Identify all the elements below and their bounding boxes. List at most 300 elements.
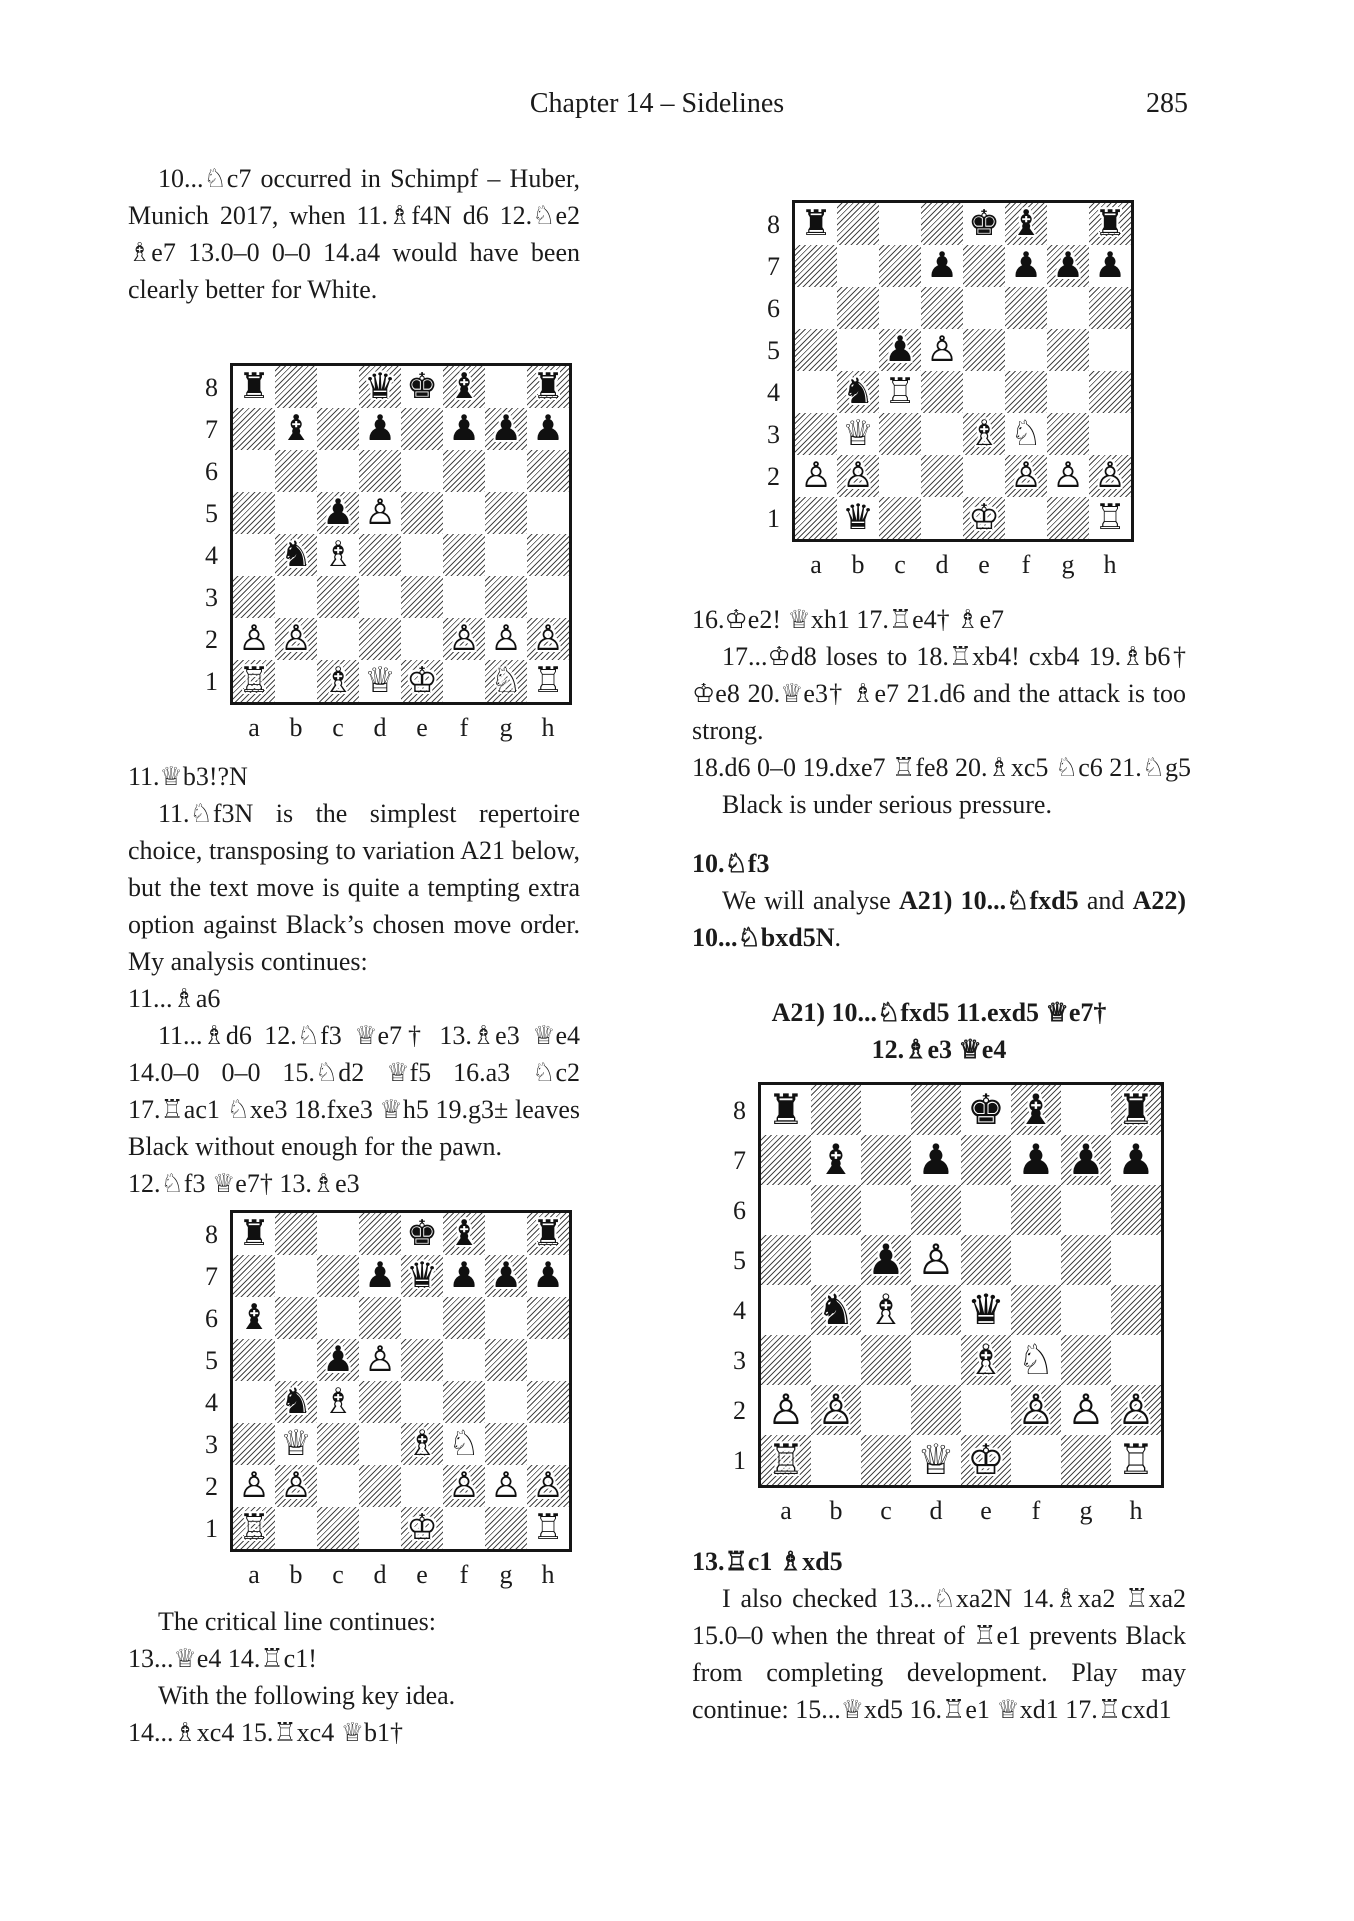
board-square xyxy=(879,329,921,371)
white-piece: ♖ xyxy=(1094,497,1126,539)
black-piece: ♟ xyxy=(532,1255,564,1297)
white-piece: ♔ xyxy=(968,497,1000,539)
white-piece: ♗ xyxy=(967,1335,1005,1384)
black-piece: ♛ xyxy=(406,1255,438,1297)
board-square xyxy=(1011,1335,1061,1385)
board-square xyxy=(1005,287,1047,329)
board-square xyxy=(317,618,359,660)
chess-diagram-2 xyxy=(196,1210,580,1593)
white-piece: ♙ xyxy=(364,1339,396,1381)
board-square xyxy=(1061,1085,1111,1135)
black-piece: ♜ xyxy=(532,366,564,408)
board-with-rank-labels xyxy=(196,1210,580,1552)
board-square xyxy=(811,1185,861,1235)
white-piece: ♗ xyxy=(867,1285,905,1334)
board-square xyxy=(401,576,443,618)
move-line-16Ke2: 16.♔e2! ♕xh1 17.♖e4† ♗e7 xyxy=(692,605,1005,634)
board-with-rank-labels xyxy=(196,363,580,705)
board-with-rank-labels xyxy=(758,200,1186,542)
rank-label: 3 xyxy=(205,582,218,612)
board-square xyxy=(443,660,485,702)
black-piece: ♜ xyxy=(238,366,270,408)
board-square xyxy=(527,1297,569,1339)
white-piece: ♙ xyxy=(238,1465,270,1507)
white-piece: ♘ xyxy=(448,1423,480,1465)
board-square xyxy=(795,371,837,413)
board-square xyxy=(963,413,1005,455)
board-square xyxy=(911,1235,961,1285)
board-square xyxy=(1011,1285,1061,1335)
board-square xyxy=(1005,497,1047,539)
board-square xyxy=(761,1335,811,1385)
board-square xyxy=(795,287,837,329)
board-square xyxy=(961,1235,1011,1285)
board-square xyxy=(443,1339,485,1381)
black-piece: ♟ xyxy=(490,408,522,450)
board-square xyxy=(761,1085,811,1135)
board-square xyxy=(401,1297,443,1339)
black-piece: ♜ xyxy=(1117,1085,1155,1134)
board-with-rank-labels xyxy=(724,1082,1186,1488)
board-square xyxy=(811,1085,861,1135)
board-square xyxy=(485,1255,527,1297)
black-piece: ♟ xyxy=(1117,1135,1155,1184)
board-square xyxy=(485,1339,527,1381)
board-square xyxy=(921,455,963,497)
board-square xyxy=(1047,287,1089,329)
board-square xyxy=(443,450,485,492)
white-piece: ♙ xyxy=(800,455,832,497)
variation-ref-a22: A22) 10...♘bxd5N xyxy=(692,886,1186,952)
paragraph-pressure: Black is under serious pressure. xyxy=(722,790,1052,819)
board-square xyxy=(485,1297,527,1339)
black-piece: ♟ xyxy=(884,329,916,371)
board-square xyxy=(963,203,1005,245)
paragraph-schimpf-huber: 10...♘c7 occurred in Schimpf – Huber, Munich 2017, when 11.♗f4N d6 12.♘e2 ♗e7 13.0–0 0–0 14.a4 would have been clearly better for White. xyxy=(128,164,580,304)
move-line-11Qb3: 11.♕b3!?N xyxy=(128,762,248,791)
board-square xyxy=(317,1255,359,1297)
board-square xyxy=(233,1297,275,1339)
board-square xyxy=(961,1385,1011,1435)
rank-label: 4 xyxy=(767,377,780,407)
board-square xyxy=(275,1297,317,1339)
file-label: f xyxy=(1021,550,1031,579)
rank-label: 5 xyxy=(205,498,218,528)
board-square xyxy=(527,366,569,408)
board-square xyxy=(359,1255,401,1297)
board-square xyxy=(275,1213,317,1255)
file-labels xyxy=(233,1556,580,1593)
rank-label: 2 xyxy=(205,1471,218,1501)
board-square xyxy=(233,660,275,702)
white-piece: ♙ xyxy=(1094,455,1126,497)
black-piece: ♟ xyxy=(867,1235,905,1284)
board-square xyxy=(233,1339,275,1381)
board-square xyxy=(443,408,485,450)
board-square xyxy=(1061,1385,1111,1435)
board-square xyxy=(1089,329,1131,371)
board-square xyxy=(761,1185,811,1235)
board-square xyxy=(911,1435,961,1485)
rank-label: 8 xyxy=(733,1095,746,1125)
board-square xyxy=(485,492,527,534)
board-square xyxy=(861,1085,911,1135)
board-square xyxy=(233,1465,275,1507)
board-square xyxy=(837,371,879,413)
board-square xyxy=(527,618,569,660)
board-square xyxy=(1089,455,1131,497)
board-square xyxy=(527,660,569,702)
rank-label: 2 xyxy=(733,1395,746,1425)
board-square xyxy=(485,576,527,618)
board-square xyxy=(1111,1285,1161,1335)
rank-label: 6 xyxy=(767,293,780,323)
rank-label: 1 xyxy=(733,1445,746,1475)
black-piece: ♟ xyxy=(1052,245,1084,287)
file-label: e xyxy=(978,550,990,579)
white-piece: ♗ xyxy=(406,1423,438,1465)
rank-label: 4 xyxy=(205,1387,218,1417)
black-piece: ♟ xyxy=(322,492,354,534)
board-square xyxy=(879,455,921,497)
board-square xyxy=(527,492,569,534)
white-piece: ♖ xyxy=(532,1507,564,1549)
board-square xyxy=(837,413,879,455)
board-square xyxy=(1005,371,1047,413)
white-piece: ♖ xyxy=(238,1507,270,1549)
rank-label: 6 xyxy=(205,1303,218,1333)
board-square xyxy=(1005,245,1047,287)
black-piece: ♟ xyxy=(490,1255,522,1297)
board-square xyxy=(961,1435,1011,1485)
board-square xyxy=(1005,329,1047,371)
board-square xyxy=(761,1235,811,1285)
rank-label: 1 xyxy=(205,1513,218,1543)
board-square xyxy=(911,1185,961,1235)
rank-label: 6 xyxy=(733,1195,746,1225)
board-square xyxy=(275,1423,317,1465)
board-square xyxy=(443,366,485,408)
white-piece: ♙ xyxy=(1017,1385,1055,1434)
black-piece: ♝ xyxy=(448,366,480,408)
rank-labels xyxy=(196,1210,230,1549)
board-square xyxy=(443,1381,485,1423)
board-square xyxy=(1089,413,1131,455)
board-square xyxy=(443,1213,485,1255)
black-piece: ♞ xyxy=(280,1381,312,1423)
board-square xyxy=(233,408,275,450)
white-piece: ♙ xyxy=(448,618,480,660)
white-piece: ♘ xyxy=(1017,1335,1055,1384)
board-square xyxy=(1005,413,1047,455)
board-square xyxy=(1111,1135,1161,1185)
board-square xyxy=(401,1423,443,1465)
board-square xyxy=(837,329,879,371)
board-square xyxy=(527,1465,569,1507)
board-square xyxy=(963,371,1005,413)
board-square xyxy=(861,1335,911,1385)
board-square xyxy=(401,1213,443,1255)
board-square xyxy=(1047,455,1089,497)
page-header xyxy=(128,88,1186,128)
white-piece: ♖ xyxy=(238,660,270,702)
board-square xyxy=(961,1135,1011,1185)
board-square xyxy=(359,1297,401,1339)
file-label: f xyxy=(1031,1496,1041,1525)
board-square xyxy=(317,534,359,576)
board-square xyxy=(275,660,317,702)
board-square xyxy=(275,1339,317,1381)
move-line-12Nf3: 12.♘f3 ♕e7† 13.♗e3 xyxy=(128,1169,360,1198)
board-square xyxy=(359,1507,401,1549)
white-piece: ♗ xyxy=(322,534,354,576)
board-square xyxy=(1111,1385,1161,1435)
board-square xyxy=(795,455,837,497)
board-square xyxy=(359,1213,401,1255)
board-square xyxy=(275,1255,317,1297)
board-square xyxy=(761,1385,811,1435)
board-square xyxy=(317,450,359,492)
file-label: f xyxy=(459,713,469,742)
file-label: h xyxy=(541,1560,555,1589)
rank-label: 1 xyxy=(767,503,780,533)
board-square xyxy=(1011,1435,1061,1485)
paragraph-we-will-analyse xyxy=(692,882,1186,956)
white-piece: ♙ xyxy=(1067,1385,1105,1434)
board-square xyxy=(1061,1435,1111,1485)
board-square xyxy=(443,1507,485,1549)
black-piece: ♟ xyxy=(917,1135,955,1184)
board-square xyxy=(317,1423,359,1465)
board-square xyxy=(527,1423,569,1465)
file-label: h xyxy=(1129,1496,1143,1525)
board-square xyxy=(401,1381,443,1423)
file-label: b xyxy=(289,713,303,742)
board-square xyxy=(275,618,317,660)
page-number: 285 xyxy=(1146,88,1188,119)
board-square xyxy=(485,534,527,576)
board-square xyxy=(317,1465,359,1507)
black-piece: ♟ xyxy=(1067,1135,1105,1184)
white-piece: ♙ xyxy=(490,618,522,660)
board-square xyxy=(275,366,317,408)
white-piece: ♙ xyxy=(532,1465,564,1507)
black-piece: ♟ xyxy=(926,245,958,287)
board-square xyxy=(317,408,359,450)
rank-label: 8 xyxy=(205,1219,218,1249)
file-label: c xyxy=(894,550,906,579)
board-square xyxy=(275,1381,317,1423)
file-label: b xyxy=(851,550,865,579)
board-square xyxy=(401,1507,443,1549)
board-square xyxy=(527,1255,569,1297)
board-square xyxy=(485,1423,527,1465)
board-square xyxy=(961,1335,1011,1385)
board-square xyxy=(443,1255,485,1297)
file-label: d xyxy=(935,550,949,579)
board-square xyxy=(1047,371,1089,413)
board-square xyxy=(879,245,921,287)
move-line-13Rc1: 13.♖c1 ♗xd5 xyxy=(692,1547,843,1576)
paragraph-critical-line: The critical line continues: xyxy=(158,1607,436,1636)
file-label: e xyxy=(416,713,428,742)
rank-label: 7 xyxy=(205,1261,218,1291)
file-label: c xyxy=(332,713,344,742)
right-column xyxy=(692,160,1192,1728)
board-square xyxy=(911,1385,961,1435)
board-square xyxy=(921,497,963,539)
board-square xyxy=(1005,455,1047,497)
black-piece: ♟ xyxy=(448,408,480,450)
black-piece: ♛ xyxy=(967,1285,1005,1334)
white-piece: ♙ xyxy=(1117,1385,1155,1434)
white-piece: ♕ xyxy=(917,1435,955,1484)
board-square xyxy=(317,1339,359,1381)
variation-ref-a21: A21) 10...♘fxd5 xyxy=(899,886,1079,915)
file-label: e xyxy=(980,1496,992,1525)
black-piece: ♜ xyxy=(238,1213,270,1255)
board-square xyxy=(861,1435,911,1485)
board-square xyxy=(485,1213,527,1255)
board-square xyxy=(275,450,317,492)
board-square xyxy=(485,450,527,492)
board-square xyxy=(921,245,963,287)
board-square xyxy=(861,1285,911,1335)
board-square xyxy=(1111,1335,1161,1385)
black-piece: ♞ xyxy=(817,1285,855,1334)
white-piece: ♙ xyxy=(532,618,564,660)
board-square xyxy=(275,534,317,576)
variation-heading-a21-line2: 12.♗e3 ♕e4 xyxy=(871,1035,1007,1064)
black-piece: ♜ xyxy=(1094,203,1126,245)
board-square xyxy=(811,1385,861,1435)
board-square xyxy=(795,329,837,371)
chess-board xyxy=(792,200,1134,542)
white-piece: ♔ xyxy=(406,1507,438,1549)
white-piece: ♙ xyxy=(490,1465,522,1507)
board-square xyxy=(275,408,317,450)
board-square xyxy=(443,576,485,618)
board-square xyxy=(527,1213,569,1255)
board-square xyxy=(527,408,569,450)
black-piece: ♞ xyxy=(842,371,874,413)
white-piece: ♖ xyxy=(884,371,916,413)
board-square xyxy=(359,1381,401,1423)
board-square xyxy=(1047,497,1089,539)
board-square xyxy=(1111,1235,1161,1285)
move-line-14Bxc4: 14...♗xc4 15.♖xc4 ♕b1† xyxy=(128,1718,404,1747)
board-square xyxy=(359,1465,401,1507)
board-square xyxy=(527,534,569,576)
board-square xyxy=(317,576,359,618)
board-square xyxy=(233,1381,275,1423)
rank-label: 7 xyxy=(733,1145,746,1175)
board-square xyxy=(275,1465,317,1507)
board-square xyxy=(317,492,359,534)
black-piece: ♟ xyxy=(1094,245,1126,287)
board-square xyxy=(795,203,837,245)
board-square xyxy=(317,1297,359,1339)
board-square xyxy=(233,618,275,660)
white-piece: ♙ xyxy=(767,1385,805,1434)
board-square xyxy=(1005,203,1047,245)
black-piece: ♝ xyxy=(1017,1085,1055,1134)
board-square xyxy=(837,455,879,497)
board-square xyxy=(527,1339,569,1381)
file-label: g xyxy=(499,1560,513,1589)
board-square xyxy=(359,534,401,576)
board-square xyxy=(795,245,837,287)
board-square xyxy=(443,492,485,534)
board-square xyxy=(1047,245,1089,287)
heading-10Nf3: 10.♘f3 xyxy=(692,849,770,878)
rank-label: 5 xyxy=(205,1345,218,1375)
board-square xyxy=(963,455,1005,497)
black-piece: ♝ xyxy=(280,408,312,450)
board-square xyxy=(443,1423,485,1465)
file-labels xyxy=(233,709,580,746)
rank-labels xyxy=(196,363,230,702)
board-square xyxy=(961,1085,1011,1135)
black-piece: ♞ xyxy=(280,534,312,576)
black-piece: ♝ xyxy=(817,1135,855,1184)
white-piece: ♙ xyxy=(1010,455,1042,497)
board-square xyxy=(401,534,443,576)
board-square xyxy=(401,1465,443,1507)
board-square xyxy=(443,1465,485,1507)
board-square xyxy=(233,450,275,492)
white-piece: ♘ xyxy=(490,660,522,702)
board-square xyxy=(911,1335,961,1385)
white-piece: ♗ xyxy=(322,660,354,702)
board-square xyxy=(1089,497,1131,539)
board-square xyxy=(795,497,837,539)
board-square xyxy=(837,497,879,539)
black-piece: ♚ xyxy=(968,203,1000,245)
chess-board xyxy=(230,1210,572,1552)
board-square xyxy=(837,245,879,287)
board-square xyxy=(911,1135,961,1185)
board-square xyxy=(879,413,921,455)
white-piece: ♔ xyxy=(967,1435,1005,1484)
board-square xyxy=(527,1507,569,1549)
board-square xyxy=(1011,1085,1061,1135)
white-piece: ♖ xyxy=(767,1435,805,1484)
white-piece: ♙ xyxy=(238,618,270,660)
board-square xyxy=(443,534,485,576)
board-square xyxy=(317,1507,359,1549)
move-line-13Qe4: 13...♕e4 14.♖c1! xyxy=(128,1644,317,1673)
black-piece: ♝ xyxy=(238,1297,270,1339)
board-square xyxy=(861,1385,911,1435)
black-piece: ♟ xyxy=(448,1255,480,1297)
file-label: g xyxy=(1079,1496,1093,1525)
board-square xyxy=(1061,1235,1111,1285)
white-piece: ♙ xyxy=(842,455,874,497)
file-label: h xyxy=(541,713,555,742)
file-labels xyxy=(761,1492,1186,1529)
board-square xyxy=(317,1213,359,1255)
white-piece: ♙ xyxy=(917,1235,955,1284)
black-piece: ♟ xyxy=(1017,1135,1055,1184)
board-square xyxy=(359,408,401,450)
board-square xyxy=(1111,1185,1161,1235)
black-piece: ♝ xyxy=(448,1213,480,1255)
white-piece: ♘ xyxy=(1010,413,1042,455)
board-square xyxy=(233,1507,275,1549)
board-square xyxy=(1061,1135,1111,1185)
black-piece: ♟ xyxy=(364,1255,396,1297)
